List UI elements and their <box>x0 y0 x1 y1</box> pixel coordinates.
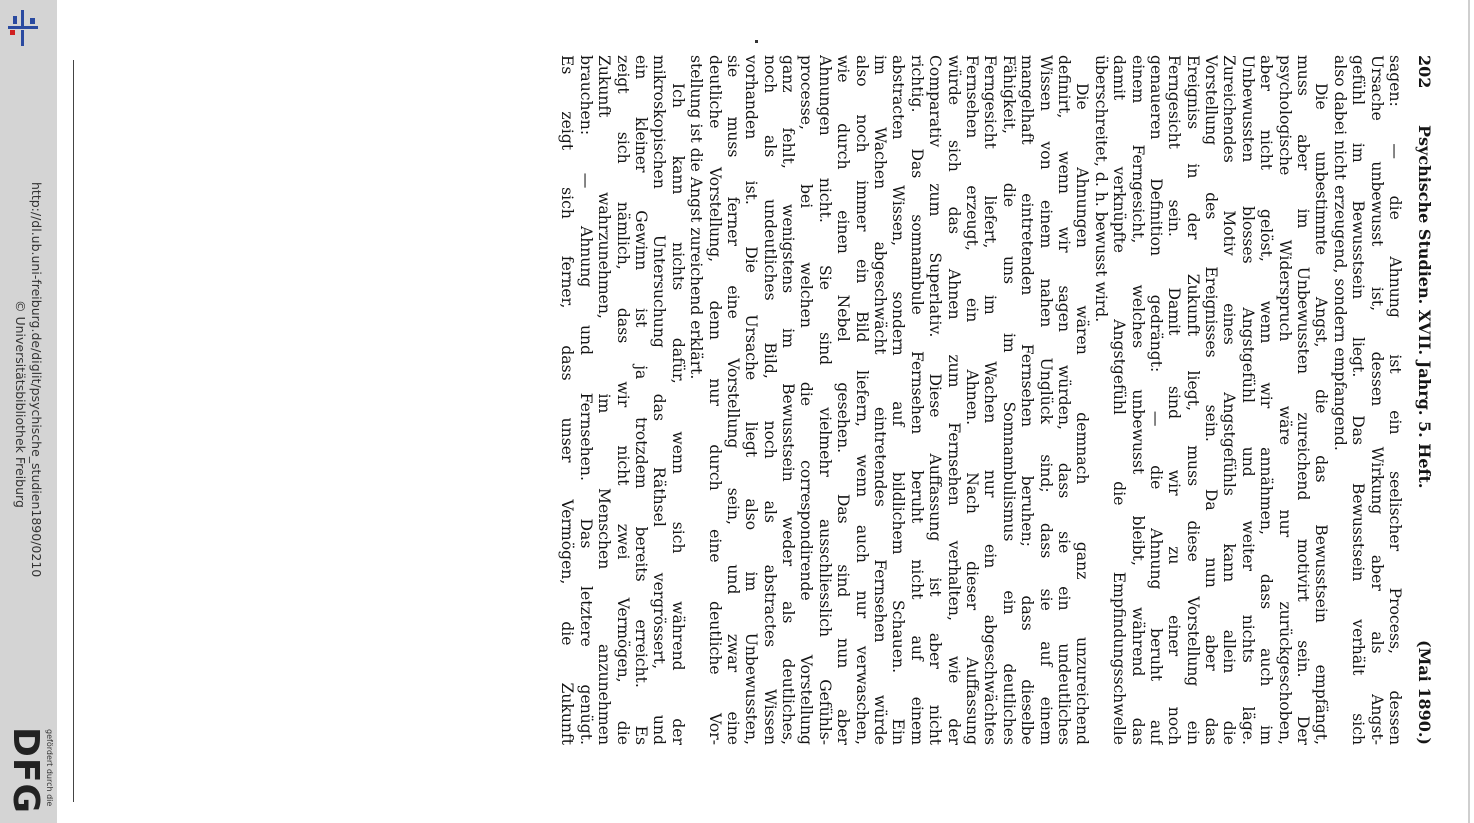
text-line: also noch immer ein Bild liefern, wenn auch nur verwaschen, <box>852 55 871 745</box>
text-line: brauchen: — Ahnung und Fernsehen. Das letztere genügt. <box>576 55 595 745</box>
page-body-text <box>558 55 1404 745</box>
text-line: Ahnungen nicht. Sie sind vielmehr ausschliesslich Gefühls- <box>815 55 834 745</box>
university-library-logo-icon[interactable] <box>6 8 40 48</box>
dfg-logo-text: DFG <box>5 727 46 815</box>
text-line: vorhanden ist. Die Ursache liegt also im Unbewussten, <box>742 55 761 745</box>
text-line: definirt, wenn wir sagen würden, dass sie ein undeutliches <box>1054 55 1073 745</box>
text-line: einem Ferngesicht, welches unbewusst bleibt, während das <box>1128 55 1147 745</box>
text-line: muss aber im Unbewussten zureichend motivirt sein. Der <box>1294 55 1313 745</box>
text-line: noch als undeutliches Bild, noch als abstractes Wissen <box>760 55 779 745</box>
text-line: processe, bei welchen die correspondirende Vorstellung <box>797 55 816 745</box>
text-line: Fähigkeit, die uns im Somnambulismus ein deutliches <box>999 55 1018 745</box>
text-line: überschreitet, d. h. bewusst wird. <box>1091 55 1110 323</box>
text-line: zeigt sich nämlich, dass wir nicht zwei Vermögen, die <box>613 55 632 745</box>
viewer-sidebar <box>0 0 57 823</box>
scanned-page <box>558 55 1437 745</box>
text-line: Vorstellung des Ereignisses sein. Da nun aber das <box>1202 55 1221 745</box>
running-head: Psychische Studien. XVII. Jahrg. 5. Heft. <box>1415 125 1434 489</box>
text-line: im Wachen abgeschwächt eintretendes Fernsehen würde <box>871 55 890 745</box>
text-line: stellung ist die Angst zureichend erklärt. <box>687 55 706 380</box>
text-line: wie durch einen Nebel gesehen. Das sind nun aber <box>834 55 853 745</box>
text-line: Zukunft wahrzunehmen, im Menschen anzunehmen <box>595 55 614 745</box>
text-line: ganz fehlt, wenigstens im Bewusstsein weder als deutliches, <box>779 55 798 745</box>
text-line: psychologische Widerspruch wäre nur zurückgeschoben, <box>1275 55 1294 745</box>
text-line: Die Ahnungen wären demnach ganz unzureichend <box>1073 83 1092 745</box>
text-line: gefühl im Bewusstsein liegt. Das Bewusstsein verhält sich <box>1349 55 1368 745</box>
text-line: Ereigniss in der Zukunft liegt, muss diese Vorstellung ein <box>1183 55 1202 745</box>
issue-info: (Mai 1890.) <box>1415 640 1434 745</box>
text-line: mikroskopischen Untersuchung das Räthsel vergrössert, und <box>650 55 669 745</box>
text-line: Wissen von einem nahen Unglück sind; dass sie auf einem <box>1036 55 1055 745</box>
text-line: Es zeigt sich ferner, dass unser Vermögen, die Zukunft <box>558 55 577 745</box>
page-number: 202 <box>1415 55 1434 89</box>
text-line: deutliche Vorstellung, denn nur durch eine deutliche Vor- <box>705 55 724 745</box>
text-line: Zureichendes Motiv eines Angstgefühls kann allein die <box>1220 55 1239 745</box>
dfg-logo[interactable] <box>2 727 56 817</box>
text-line: genaueren Definition gedrängt: — die Ahnung beruht auf <box>1146 55 1165 745</box>
text-line: Comparativ zum Superlativ. Diese Auffassung ist aber nicht <box>926 55 945 745</box>
page-edge-rule <box>73 60 74 802</box>
text-line: Unbewussten blosses Angstgefühl und weiter nichts läge. <box>1238 55 1257 745</box>
scan-speck <box>755 40 758 43</box>
text-line: Die unbestimmte Angst, die das Bewusstsein empfängt, <box>1312 83 1331 745</box>
text-line: ein kleiner Gewinn ist ja trotzdem bereits erreicht. Es <box>631 55 650 745</box>
text-line: damit verknüpfte Angstgefühl die Empfindungsschwelle <box>1110 55 1129 745</box>
text-line: sie muss ferner eine Vorstellung sein, und zwar eine <box>723 55 742 745</box>
text-line: Ferngesicht sein. Damit sind wir zu einer noch <box>1165 55 1184 745</box>
source-url-link[interactable]: http://dl.ub.uni-freiburg.de/diglit/psychische_studien1890/0210 <box>29 182 44 578</box>
text-line: Fernsehen erzeugt, ein Ahnen. Nach dieser Auffassung <box>963 55 982 745</box>
copyright-notice: © Universitätsbibliothek Freiburg <box>13 300 28 508</box>
text-line: Ich kann nichts dafür, wenn sich während der <box>668 83 687 745</box>
text-line: richtig. Das somnambule Fernsehen beruht nicht auf einem <box>907 55 926 745</box>
page-header <box>1411 55 1437 745</box>
text-line: sagen: — die Ahnung ist ein seelischer Process, dessen <box>1386 55 1404 745</box>
page-margin-line <box>1468 0 1470 823</box>
text-line: würde sich das Ahnen zum Fernsehen verhalten, wie der <box>944 55 963 745</box>
text-line: abstracten Wissen, sondern auf bildlichem Schauen. Ein <box>889 55 908 745</box>
text-line: also dabei nicht erzeugend, sondern empfangend. <box>1330 55 1349 451</box>
text-line: Ursache unbewusst ist, dessen Wirkung aber als Angst- <box>1367 55 1386 745</box>
text-line: mangelhaft eintretenden Fernsehen beruhen; dass dieselbe <box>1018 55 1037 745</box>
dfg-funding-note: gefördert durch die <box>45 729 54 807</box>
text-line: aber nicht gelöst, wenn wir annähmen, dass auch im <box>1257 55 1276 745</box>
text-line: Ferngesicht liefert, im Wachen nur ein abgeschwächtes <box>981 55 1000 745</box>
